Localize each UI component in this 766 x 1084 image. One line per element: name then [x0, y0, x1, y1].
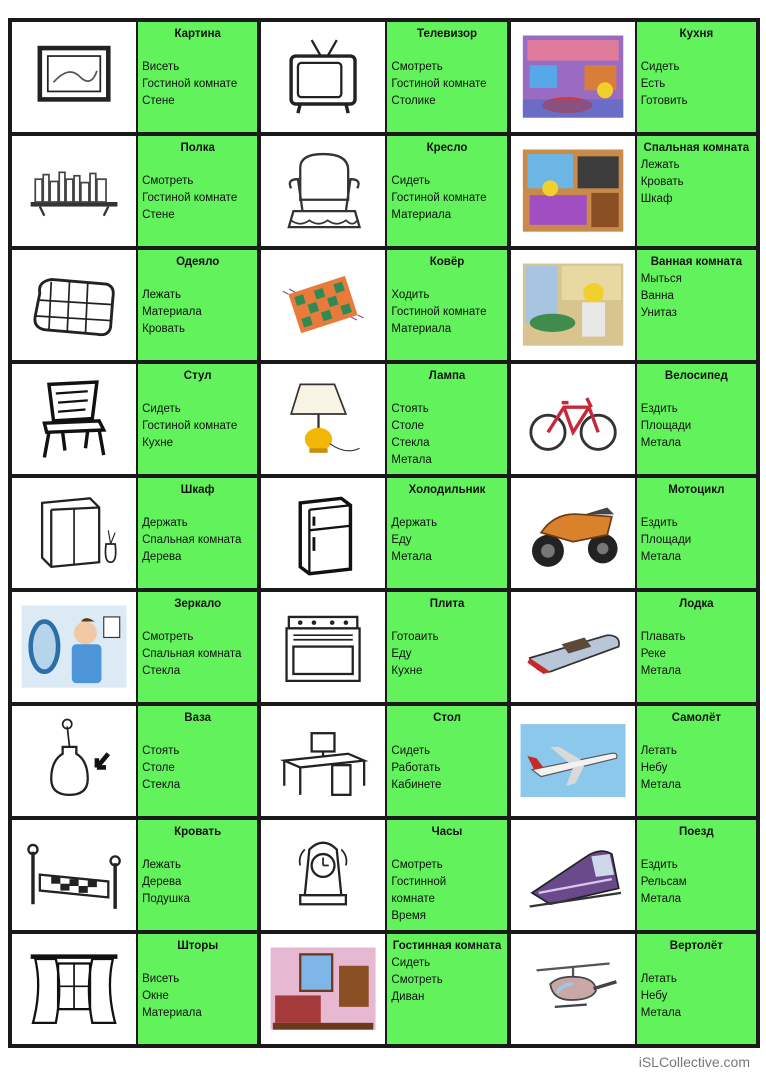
- card-word: Метала: [640, 551, 682, 563]
- card-word-list: [391, 173, 502, 224]
- card-word: Метала: [640, 665, 682, 677]
- card-picture: [12, 22, 136, 132]
- card-word: Шкаф: [640, 193, 673, 205]
- card-word: Стекла: [142, 779, 181, 791]
- card-word: Материала: [142, 1007, 202, 1019]
- card-word: Метала: [640, 1007, 682, 1019]
- train-icon: [516, 824, 630, 925]
- card-picture: [511, 364, 635, 474]
- card-picture: [511, 478, 635, 588]
- card-word: Гостиной комнате: [391, 306, 487, 318]
- card-title: Часы: [431, 826, 463, 838]
- vocab-card: [261, 250, 506, 360]
- card-word-list: [641, 971, 752, 1022]
- card-info: [637, 22, 756, 132]
- card-word: Висеть: [142, 973, 180, 985]
- card-word: Гостиной комнате: [142, 78, 238, 90]
- card-word: Летать: [640, 973, 677, 985]
- card-word-list: [142, 515, 253, 566]
- card-title: Спальная комната: [643, 142, 750, 154]
- card-title: Шкаф: [180, 484, 215, 496]
- card-word: Кровать: [640, 176, 684, 188]
- card-info: [637, 364, 756, 474]
- card-title: Вертолёт: [669, 940, 723, 952]
- vocab-card: [511, 706, 756, 816]
- card-word: Метала: [640, 437, 682, 449]
- card-word: Метала: [640, 779, 682, 791]
- vocab-card: [511, 22, 756, 132]
- vocab-card: [12, 592, 257, 702]
- card-word: Лежать: [142, 859, 181, 871]
- card-word: Смотреть: [142, 175, 194, 187]
- card-word: Сидеть: [391, 745, 431, 757]
- card-info: [387, 706, 506, 816]
- card-info: [637, 478, 756, 588]
- card-word-list: [142, 629, 253, 680]
- card-word: Стекла: [142, 665, 181, 677]
- card-word: Материала: [391, 209, 452, 221]
- card-word-list: [641, 157, 752, 208]
- card-word-list: [142, 857, 253, 908]
- card-word: Гостиной комнате: [142, 420, 238, 432]
- card-word: Кровать: [142, 323, 185, 335]
- curtains-icon: [17, 938, 131, 1039]
- card-title: Самолёт: [671, 712, 721, 724]
- card-word-list: [641, 515, 752, 566]
- vocab-card: [261, 136, 506, 246]
- card-info: [387, 478, 506, 588]
- vocab-card: [12, 364, 257, 474]
- card-picture: [261, 364, 385, 474]
- bed-icon: [17, 824, 131, 925]
- card-word: Подушка: [142, 893, 190, 905]
- card-word-list: [142, 743, 253, 794]
- card-picture: [12, 592, 136, 702]
- card-title: Стул: [183, 370, 212, 382]
- card-picture: [12, 478, 136, 588]
- card-info: [637, 250, 756, 360]
- card-word: Площади: [640, 420, 692, 432]
- card-word: Еду: [391, 534, 412, 546]
- card-word: Диван: [391, 991, 425, 1003]
- boat-icon: [516, 596, 630, 697]
- card-word: Унитаз: [640, 307, 677, 319]
- card-word: Спальная комната: [142, 534, 242, 546]
- vocab-card: [12, 478, 257, 588]
- card-word-list: [142, 173, 253, 224]
- card-word-list: [142, 59, 253, 110]
- card-picture: [511, 934, 635, 1044]
- helicopter-icon: [516, 938, 630, 1039]
- card-word: Кухне: [142, 437, 174, 449]
- vocab-card: [12, 136, 257, 246]
- card-title: Плита: [429, 598, 465, 610]
- card-picture: [261, 592, 385, 702]
- card-picture: [12, 136, 136, 246]
- tv-icon: [266, 26, 380, 127]
- card-word: Кухне: [391, 665, 423, 677]
- lamp-icon: [266, 368, 380, 469]
- card-word: Гостинной: [391, 876, 447, 888]
- vocab-card: [12, 706, 257, 816]
- card-word: Летать: [640, 745, 677, 757]
- card-picture: [511, 250, 635, 360]
- card-word: комнате: [391, 893, 435, 905]
- card-title: Картина: [174, 28, 221, 40]
- card-word: Столике: [391, 95, 436, 107]
- card-picture: [12, 364, 136, 474]
- card-info: [387, 22, 506, 132]
- card-picture: [261, 22, 385, 132]
- card-word-list: [391, 515, 502, 566]
- fridge-icon: [266, 482, 380, 583]
- card-picture: [261, 934, 385, 1044]
- card-word: Держать: [391, 517, 438, 529]
- card-picture: [12, 250, 136, 360]
- card-info: [387, 820, 506, 930]
- card-word: Время: [391, 910, 426, 922]
- card-word: Висеть: [142, 61, 180, 73]
- card-word: Плавать: [640, 631, 686, 643]
- card-word: Смотреть: [391, 974, 443, 986]
- kitchen-room-icon: [516, 26, 630, 127]
- card-word-list: [142, 401, 253, 452]
- card-word: Реке: [640, 648, 666, 660]
- vocab-card: [261, 592, 506, 702]
- chair-icon: [17, 368, 131, 469]
- card-picture: [511, 820, 635, 930]
- card-word-list: [641, 857, 752, 908]
- bathroom-room-icon: [516, 254, 630, 355]
- card-word-list: [391, 287, 502, 338]
- card-word-list: [391, 743, 502, 794]
- card-word: Гостиной комнате: [142, 192, 238, 204]
- card-word: Метала: [640, 893, 682, 905]
- vocab-card: [12, 934, 257, 1044]
- card-title: Зеркало: [174, 598, 222, 610]
- card-info: [387, 250, 506, 360]
- card-info: [138, 364, 257, 474]
- picture-frame-icon: [17, 26, 131, 127]
- card-word-list: [641, 629, 752, 680]
- card-info: [637, 706, 756, 816]
- card-word: Сидеть: [391, 957, 431, 969]
- vocab-card: [261, 934, 506, 1044]
- card-word-list: [641, 401, 752, 452]
- card-word: Стене: [142, 209, 175, 221]
- card-picture: [511, 706, 635, 816]
- living-room-icon: [266, 938, 380, 1039]
- card-title: Поезд: [679, 826, 714, 838]
- card-title: Велосипед: [664, 370, 728, 382]
- card-info: [387, 364, 506, 474]
- vocab-card: [511, 934, 756, 1044]
- watermark-text: iSLCollective.com: [638, 1054, 750, 1070]
- card-title: Мотоцикл: [668, 484, 725, 496]
- card-info: [637, 820, 756, 930]
- card-word: Смотреть: [391, 61, 443, 73]
- card-word: Гостиной комнате: [391, 192, 487, 204]
- card-title: Лодка: [679, 598, 714, 610]
- vocab-card: [261, 706, 506, 816]
- card-word: Сидеть: [142, 403, 181, 415]
- card-word: Ездить: [640, 403, 678, 415]
- card-word: Окне: [142, 990, 169, 1002]
- card-title: Одеяло: [176, 256, 220, 268]
- card-word: Смотреть: [391, 859, 443, 871]
- card-word: Стоять: [391, 403, 429, 415]
- card-word: Готовить: [640, 95, 688, 107]
- vocab-card: [12, 22, 257, 132]
- card-word: Еду: [391, 648, 412, 660]
- card-word-list: [641, 59, 752, 110]
- vocab-card: [261, 22, 506, 132]
- card-info: [387, 592, 506, 702]
- card-picture: [511, 136, 635, 246]
- vocab-card: [261, 820, 506, 930]
- card-info: [387, 934, 506, 1044]
- card-word: Метала: [391, 551, 432, 563]
- card-title: Ковёр: [429, 256, 465, 268]
- card-title: Кресло: [426, 142, 468, 154]
- card-info: [138, 22, 257, 132]
- vocab-card: [511, 364, 756, 474]
- desk-icon: [266, 710, 380, 811]
- card-word: Работать: [391, 762, 441, 774]
- card-info: [387, 136, 506, 246]
- card-word: Готоаить: [391, 631, 439, 643]
- vocab-card: [511, 592, 756, 702]
- card-word: Сидеть: [391, 175, 431, 187]
- card-word: Ванна: [640, 290, 674, 302]
- card-word: Площади: [640, 534, 692, 546]
- card-word: Материала: [391, 323, 452, 335]
- mirror-icon: [17, 596, 131, 697]
- card-title: Стол: [433, 712, 461, 724]
- card-word: Ходить: [391, 289, 430, 301]
- card-word: Столе: [391, 420, 425, 432]
- card-word: Гостиной комнате: [391, 78, 487, 90]
- card-title: Кровать: [174, 826, 222, 838]
- card-info: [637, 592, 756, 702]
- card-word-list: [142, 971, 253, 1022]
- card-word: Держать: [142, 517, 188, 529]
- card-title: Телевизор: [417, 28, 478, 40]
- card-title: Ваза: [184, 712, 212, 724]
- card-info: [138, 592, 257, 702]
- card-picture: [12, 706, 136, 816]
- card-word: Есть: [640, 78, 666, 90]
- card-word: Сидеть: [640, 61, 680, 73]
- bedroom-room-icon: [516, 140, 630, 241]
- armchair-icon: [266, 140, 380, 241]
- card-info: [138, 820, 257, 930]
- card-word: Материала: [142, 306, 202, 318]
- card-word: Ездить: [640, 517, 678, 529]
- shelf-icon: [17, 140, 131, 241]
- vocab-card: [261, 364, 506, 474]
- card-word-list: [391, 401, 502, 469]
- card-title: Кухня: [679, 28, 714, 40]
- card-word-list: [391, 629, 502, 680]
- wardrobe-icon: [17, 482, 131, 583]
- card-word: Смотреть: [142, 631, 194, 643]
- card-title: Лампа: [428, 370, 466, 382]
- vocabulary-card-grid: [8, 18, 760, 1048]
- card-picture: [261, 706, 385, 816]
- card-picture: [12, 934, 136, 1044]
- card-word: Столе: [142, 762, 175, 774]
- card-word: Лежать: [142, 289, 181, 301]
- card-word: Стоять: [142, 745, 180, 757]
- vocab-card: [12, 820, 257, 930]
- card-info: [138, 136, 257, 246]
- vocab-card: [511, 250, 756, 360]
- card-info: [637, 136, 756, 246]
- card-word: Мыться: [640, 273, 682, 285]
- card-picture: [261, 250, 385, 360]
- card-word: Ездить: [640, 859, 678, 871]
- card-picture: [511, 22, 635, 132]
- card-word: Кабинете: [391, 779, 442, 791]
- card-word: Небу: [640, 990, 668, 1002]
- card-word-list: [641, 743, 752, 794]
- card-title: Полка: [180, 142, 215, 154]
- card-word: Небу: [640, 762, 668, 774]
- card-picture: [261, 478, 385, 588]
- vocab-card: [12, 250, 257, 360]
- card-word: Дерева: [142, 876, 182, 888]
- card-word-list: [641, 271, 752, 322]
- card-word: Рельсам: [640, 876, 687, 888]
- card-word-list: [391, 59, 502, 110]
- vocab-card: [511, 820, 756, 930]
- card-word: Метала: [391, 454, 432, 466]
- card-word-list: [391, 857, 502, 925]
- card-word: Стекла: [391, 437, 430, 449]
- card-info: [637, 934, 756, 1044]
- rug-icon: [266, 254, 380, 355]
- card-info: [138, 706, 257, 816]
- card-word-list: [142, 287, 253, 338]
- card-picture: [511, 592, 635, 702]
- airplane-icon: [516, 710, 630, 811]
- card-picture: [261, 820, 385, 930]
- card-title: Гостинная комната: [392, 940, 502, 952]
- card-word: Лежать: [640, 159, 680, 171]
- stove-icon: [266, 596, 380, 697]
- card-word: Спальная комната: [142, 648, 242, 660]
- blanket-icon: [17, 254, 131, 355]
- vase-icon: [17, 710, 131, 811]
- clock-icon: [266, 824, 380, 925]
- motorcycle-icon: [516, 482, 630, 583]
- card-word-list: [391, 955, 502, 1006]
- card-title: Холодильник: [408, 484, 486, 496]
- vocab-card: [261, 478, 506, 588]
- card-info: [138, 478, 257, 588]
- card-info: [138, 934, 257, 1044]
- card-word: Дерева: [142, 551, 182, 563]
- card-title: Шторы: [177, 940, 219, 952]
- card-picture: [261, 136, 385, 246]
- card-info: [138, 250, 257, 360]
- vocab-card: [511, 478, 756, 588]
- card-word: Стене: [142, 95, 175, 107]
- card-picture: [12, 820, 136, 930]
- bicycle-icon: [516, 368, 630, 469]
- vocab-card: [511, 136, 756, 246]
- card-title: Ванная комната: [650, 256, 742, 268]
